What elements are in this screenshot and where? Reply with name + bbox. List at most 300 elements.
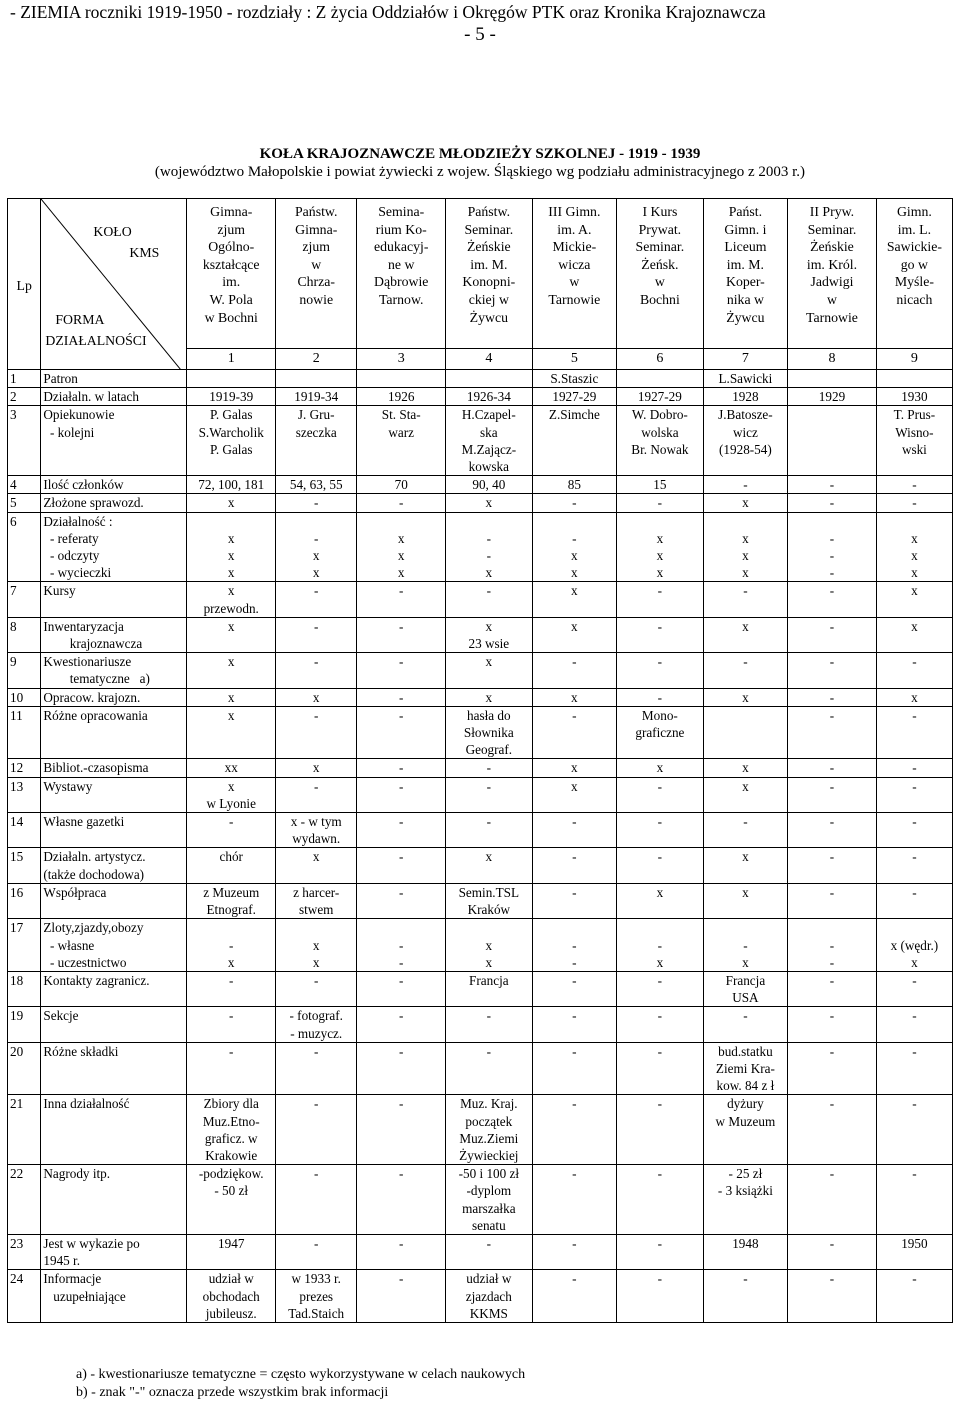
table-cell: - xyxy=(532,1234,616,1269)
table-row xyxy=(8,813,953,848)
table-cell: chór xyxy=(187,848,276,883)
footnote-a: a) - kwestionariusze tematyczne = często wykorzystywane w celach naukowych xyxy=(76,1367,526,1382)
table-cell: - xyxy=(617,688,704,706)
table-cell: - xyxy=(446,1007,533,1042)
column-number: 6 xyxy=(617,349,704,370)
table-cell: - 25 zł - 3 książki xyxy=(703,1165,787,1235)
table-cell: - xyxy=(357,1007,446,1042)
table-cell: - xyxy=(788,1165,877,1235)
row-number: 10 xyxy=(8,688,41,706)
table-cell: x xyxy=(617,759,704,777)
table-cell: x xyxy=(876,617,952,652)
lp-label: Lp xyxy=(16,278,32,294)
table-cell: - xyxy=(357,1042,446,1095)
table-cell: - xyxy=(276,1234,357,1269)
row-number: 21 xyxy=(8,1095,41,1165)
table-cell: - xyxy=(788,848,877,883)
table-cell: - xyxy=(446,759,533,777)
table-cell: - xyxy=(276,1165,357,1235)
table-cell: - xyxy=(532,1042,616,1095)
table-cell: - xyxy=(617,617,704,652)
table-cell: 70 xyxy=(357,476,446,494)
table-cell: x xyxy=(876,688,952,706)
table-cell: - xyxy=(788,494,877,512)
table-cell: - xyxy=(788,1042,877,1095)
school-column-header: Państw. Gimna- zjum w Chrza- nowie xyxy=(276,199,357,349)
row-number: 15 xyxy=(8,848,41,883)
table-cell: x 23 wsie xyxy=(446,617,533,652)
row-number: 6 xyxy=(8,512,41,582)
column-number: 9 xyxy=(876,349,952,370)
table-cell: - x x xyxy=(532,512,616,582)
table-cell: x w Lyonie xyxy=(187,777,276,812)
table-cell: 1926 xyxy=(357,388,446,406)
table-cell: - xyxy=(788,777,877,812)
table-cell: - xyxy=(532,1165,616,1235)
table-cell: - xyxy=(187,813,276,848)
table-cell: x xyxy=(532,688,616,706)
table-cell: Francja USA xyxy=(703,971,787,1006)
table-cell: - xyxy=(617,1270,704,1323)
table-cell: - x xyxy=(703,919,787,972)
table-cell: 72, 100, 181 xyxy=(187,476,276,494)
page-number: - 5 - xyxy=(464,24,496,45)
table-cell: -podziękow. - 50 zł xyxy=(187,1165,276,1235)
table-cell: - xyxy=(357,1234,446,1269)
table-cell: - xyxy=(357,494,446,512)
table-row xyxy=(8,1095,953,1165)
row-number: 2 xyxy=(8,388,41,406)
table-cell: 1928 xyxy=(703,388,787,406)
table-cell: - xyxy=(788,706,877,759)
table-cell: - xyxy=(876,494,952,512)
table-cell: - xyxy=(876,1095,952,1165)
table-cell: - xyxy=(703,1007,787,1042)
table-cell: - xyxy=(703,1270,787,1323)
row-label: Informacje uzupełniające xyxy=(41,1270,187,1323)
table-cell xyxy=(703,706,787,759)
column-number: 7 xyxy=(703,349,787,370)
table-cell: - xyxy=(357,653,446,688)
table-cell: x x x xyxy=(187,512,276,582)
table-cell: x xyxy=(276,688,357,706)
table-cell: - xyxy=(446,813,533,848)
table-row xyxy=(8,1165,953,1235)
table-row xyxy=(8,919,953,972)
row-label: Różne opracowania xyxy=(41,706,187,759)
table-cell: 1919-39 xyxy=(187,388,276,406)
table-cell: x xyxy=(446,653,533,688)
table-cell: x xyxy=(187,653,276,688)
table-cell: - xyxy=(187,1042,276,1095)
row-label: Opiekunowie - kolejni xyxy=(41,406,187,476)
document-title: KOŁA KRAJOZNAWCZE MŁODZIEŻY SZKOLNEJ - 1919 - 1939 xyxy=(259,146,701,162)
table-cell: - - xyxy=(788,919,877,972)
row-label: Złożone sprawozd. xyxy=(41,494,187,512)
table-header-row xyxy=(8,199,953,349)
school-column-header: Państ. Gimn. i Liceum im. M. Koper- nika w Żywcu xyxy=(703,199,787,349)
row-number: 11 xyxy=(8,706,41,759)
table-cell: x xyxy=(532,617,616,652)
table-cell: x xyxy=(446,494,533,512)
column-number: 4 xyxy=(446,349,533,370)
table-cell: - - - xyxy=(788,512,877,582)
table-cell: - xyxy=(187,1007,276,1042)
table-cell: W. Dobro- wolska Br. Nowak xyxy=(617,406,704,476)
row-number: 22 xyxy=(8,1165,41,1235)
table-cell: - xyxy=(276,777,357,812)
table-cell: x xyxy=(703,759,787,777)
row-number: 19 xyxy=(8,1007,41,1042)
table-cell: - xyxy=(532,1270,616,1323)
table-cell: - xyxy=(876,476,952,494)
table-cell: - xyxy=(357,848,446,883)
table-cell: - xyxy=(876,1165,952,1235)
table-cell: - xyxy=(788,617,877,652)
table-cell: - xyxy=(276,1095,357,1165)
school-column-header: Gimna- zjum Ogólno- kształcące im. W. Pola w Bochni xyxy=(187,199,276,349)
table-cell: - xyxy=(532,494,616,512)
table-cell: P. Galas S.Warcholik P. Galas xyxy=(187,406,276,476)
table-cell: L.Sawicki xyxy=(703,370,787,388)
table-cell: x (wędr.) x xyxy=(876,919,952,972)
table-cell: - fotograf. - muzycz. xyxy=(276,1007,357,1042)
table-row xyxy=(8,848,953,883)
table-cell xyxy=(187,370,276,388)
table-cell: - xyxy=(788,582,877,617)
table-cell: - xyxy=(446,777,533,812)
row-label: Zloty,zjazdy,obozy - własne - uczestnictwo xyxy=(41,919,187,972)
row-number: 4 xyxy=(8,476,41,494)
table-cell xyxy=(446,370,533,388)
table-cell: - xyxy=(357,1095,446,1165)
row-number: 17 xyxy=(8,919,41,972)
table-cell: - xyxy=(357,1165,446,1235)
table-cell: - xyxy=(617,971,704,1006)
column-number: 8 xyxy=(788,349,877,370)
row-number: 18 xyxy=(8,971,41,1006)
table-row xyxy=(8,512,953,582)
table-cell: bud.statku Ziemi Kra- kow. 84 z ł xyxy=(703,1042,787,1095)
row-label: Jest w wykazie po 1945 r. xyxy=(41,1234,187,1269)
row-label: Inwentaryzacja krajoznawcza xyxy=(41,617,187,652)
row-number: 23 xyxy=(8,1234,41,1269)
column-number: 1 xyxy=(187,349,276,370)
row-label: Bibliot.-czasopisma xyxy=(41,759,187,777)
table-cell: - xyxy=(532,883,616,918)
table-cell: x xyxy=(703,777,787,812)
table-cell: - xyxy=(876,706,952,759)
table-cell: - xyxy=(187,971,276,1006)
table-row xyxy=(8,1007,953,1042)
table-row xyxy=(8,653,953,688)
table-cell: 1950 xyxy=(876,1234,952,1269)
row-label: Współpraca xyxy=(41,883,187,918)
table-cell: - xyxy=(446,582,533,617)
table-cell: - xyxy=(276,706,357,759)
table-cell: - xyxy=(276,494,357,512)
row-label: Ilość członków xyxy=(41,476,187,494)
table-cell: x przewodn. xyxy=(187,582,276,617)
row-label: Kontakty zagranicz. xyxy=(41,971,187,1006)
footnote-b: b) - znak "-" oznacza przede wszystkim brak informacji xyxy=(76,1385,389,1400)
table-cell: - xyxy=(617,1095,704,1165)
table-cell: x x x xyxy=(876,512,952,582)
table-cell: x xyxy=(276,848,357,883)
table-cell: x xyxy=(532,777,616,812)
table-cell: 54, 63, 55 xyxy=(276,476,357,494)
table-cell: - xyxy=(446,1042,533,1095)
school-column-header: II Pryw. Seminar. Żeńskie im. Król. Jadwigi w Tarnowie xyxy=(788,199,877,349)
table-row xyxy=(8,971,953,1006)
kms-label: KMS xyxy=(129,245,160,260)
row-number: 13 xyxy=(8,777,41,812)
row-label: Działaln. w latach xyxy=(41,388,187,406)
table-row xyxy=(8,1234,953,1269)
table-row xyxy=(8,617,953,652)
table-cell: - xyxy=(788,813,877,848)
table-cell: dyżury w Muzeum xyxy=(703,1095,787,1165)
schools-table xyxy=(7,198,953,1323)
table-cell: - xyxy=(703,813,787,848)
table-cell: - xyxy=(876,759,952,777)
table-cell: - xyxy=(617,1234,704,1269)
row-label: Działalność : - referaty - odczyty - wycieczki xyxy=(41,512,187,582)
table-cell: - xyxy=(876,1270,952,1323)
table-cell: 1927-29 xyxy=(532,388,616,406)
table-cell: - xyxy=(703,653,787,688)
table-cell: - xyxy=(357,759,446,777)
table-cell: x xyxy=(703,494,787,512)
table-cell: 1930 xyxy=(876,388,952,406)
table-cell: - xyxy=(276,582,357,617)
row-number: 12 xyxy=(8,759,41,777)
table-cell: udział w zjazdach KKMS xyxy=(446,1270,533,1323)
row-label: Patron xyxy=(41,370,187,388)
row-label: Różne składki xyxy=(41,1042,187,1095)
footnotes xyxy=(76,1366,525,1402)
table-cell: Mono- graficzne xyxy=(617,706,704,759)
row-number: 1 xyxy=(8,370,41,388)
school-column-header: III Gimn. im. A. Mickie- wicza w Tarnowie xyxy=(532,199,616,349)
table-row xyxy=(8,582,953,617)
table-cell: - xyxy=(617,848,704,883)
table-cell xyxy=(788,406,877,476)
table-cell: Muz. Kraj. początek Muz.Ziemi Żywieckiej xyxy=(446,1095,533,1165)
table-cell xyxy=(876,370,952,388)
table-cell: - xyxy=(532,1095,616,1165)
table-cell: x xyxy=(187,688,276,706)
table-cell: x x x xyxy=(357,512,446,582)
table-row xyxy=(8,883,953,918)
table-cell: Semin.TSL Kraków xyxy=(446,883,533,918)
row-number: 20 xyxy=(8,1042,41,1095)
table-cell: - xyxy=(788,1270,877,1323)
table-cell: - xyxy=(617,582,704,617)
table-cell: - xyxy=(876,971,952,1006)
column-number: 3 xyxy=(357,349,446,370)
table-cell: x xyxy=(703,883,787,918)
table-cell: - - xyxy=(357,919,446,972)
table-cell: - xyxy=(357,706,446,759)
table-cell: x xyxy=(532,582,616,617)
table-row xyxy=(8,476,953,494)
table-cell: - xyxy=(617,813,704,848)
table-cell: - - x xyxy=(446,512,533,582)
table-cell xyxy=(276,370,357,388)
table-cell: - xyxy=(446,1234,533,1269)
table-cell: - xyxy=(357,883,446,918)
row-label: Działaln. artystycz. (także dochodowa) xyxy=(41,848,187,883)
row-label: Opracow. krajozn. xyxy=(41,688,187,706)
table-cell: 15 xyxy=(617,476,704,494)
table-cell: - xyxy=(788,883,877,918)
school-column-header: Państw. Seminar. Żeńskie im. M. Konopni- ckiej w Żywcu xyxy=(446,199,533,349)
row-label: Kwestionariusze tematyczne a) xyxy=(41,653,187,688)
table-cell: - xyxy=(357,971,446,1006)
table-cell: x x xyxy=(276,919,357,972)
table-cell: x x x xyxy=(703,512,787,582)
table-cell: w 1933 r. prezes Tad.Staich xyxy=(276,1270,357,1323)
table-cell: x x xyxy=(446,919,533,972)
table-cell: - xyxy=(276,971,357,1006)
row-number: 3 xyxy=(8,406,41,476)
table-cell: - xyxy=(532,706,616,759)
table-cell: x xyxy=(703,617,787,652)
table-row xyxy=(8,759,953,777)
table-cell: - xyxy=(788,1095,877,1165)
table-cell: - xyxy=(532,848,616,883)
table-cell: - x xyxy=(617,919,704,972)
column-number: 5 xyxy=(532,349,616,370)
table-cell: - xyxy=(532,653,616,688)
table-cell: J. Gru- szeczka xyxy=(276,406,357,476)
row-label: Wystawy xyxy=(41,777,187,812)
table-cell: - xyxy=(876,653,952,688)
table-cell: Z.Simche xyxy=(532,406,616,476)
table-cell: 1919-34 xyxy=(276,388,357,406)
row-label: Nagrody itp. xyxy=(41,1165,187,1235)
table-cell: - xyxy=(276,1042,357,1095)
table-cell: x xyxy=(187,494,276,512)
row-number: 24 xyxy=(8,1270,41,1323)
row-label: Własne gazetki xyxy=(41,813,187,848)
table-cell: - xyxy=(788,759,877,777)
table-cell: - xyxy=(532,1007,616,1042)
table-cell: x xyxy=(446,688,533,706)
table-row xyxy=(8,1270,953,1323)
table-cell: - xyxy=(617,777,704,812)
table-cell: - xyxy=(617,1042,704,1095)
table-cell: - xyxy=(617,494,704,512)
table-cell: - xyxy=(617,653,704,688)
table-cell: - xyxy=(357,1270,446,1323)
table-cell: 1947 xyxy=(187,1234,276,1269)
table-cell: x xyxy=(703,688,787,706)
table-cell: Francja xyxy=(446,971,533,1006)
table-cell: x x x xyxy=(617,512,704,582)
table-cell: - xyxy=(276,617,357,652)
table-cell: - xyxy=(788,1234,877,1269)
table-cell: 1926-34 xyxy=(446,388,533,406)
table-cell: xx xyxy=(187,759,276,777)
table-row xyxy=(8,1042,953,1095)
row-number: 16 xyxy=(8,883,41,918)
table-cell: - xyxy=(788,971,877,1006)
table-cell: z harcer- stwem xyxy=(276,883,357,918)
school-column-header: Gimn. im. L. Sawickie- go w Myśle- nicach xyxy=(876,199,952,349)
table-cell: S.Staszic xyxy=(532,370,616,388)
table-cell: - xyxy=(617,1007,704,1042)
school-column-header: Semina- rium Ko- edukacyj- ne w Dąbrowie Tarnow. xyxy=(357,199,446,349)
table-cell: - xyxy=(703,476,787,494)
document-header: - ZIEMIA roczniki 1919-1950 - rozdziały : Z życia Oddziałów i Okręgów PTK oraz Kronika Krajoznawcza xyxy=(10,2,766,22)
table-cell: 90, 40 xyxy=(446,476,533,494)
row-label: Kursy xyxy=(41,582,187,617)
table-row xyxy=(8,777,953,812)
table-cell: z Muzeum Etnograf. xyxy=(187,883,276,918)
table-cell xyxy=(617,370,704,388)
table-cell xyxy=(788,370,877,388)
table-cell: x xyxy=(187,617,276,652)
table-cell: x xyxy=(276,759,357,777)
table-cell: x - w tym wydawn. xyxy=(276,813,357,848)
lp-header xyxy=(8,199,41,370)
table-cell: 1929 xyxy=(788,388,877,406)
kolo-forma-header xyxy=(41,199,187,370)
table-cell: J.Batosze- wicz (1928-54) xyxy=(703,406,787,476)
table-cell: - xyxy=(876,1042,952,1095)
table-cell: - x xyxy=(187,919,276,972)
table-cell: - xyxy=(788,653,877,688)
table-cell: - xyxy=(788,476,877,494)
row-label: Inna działalność xyxy=(41,1095,187,1165)
table-cell: x xyxy=(187,706,276,759)
table-cell: x xyxy=(876,582,952,617)
table-cell: - xyxy=(532,813,616,848)
table-cell: - xyxy=(876,1007,952,1042)
table-cell: udział w obchodach jubileusz. xyxy=(187,1270,276,1323)
table-cell: T. Prus- Wisno- wski xyxy=(876,406,952,476)
table-cell: -50 i 100 zł -dyplom marszałka senatu xyxy=(446,1165,533,1235)
table-cell: x xyxy=(446,848,533,883)
table-cell: H.Czapel- ska M.Zającz- kowska xyxy=(446,406,533,476)
column-number: 2 xyxy=(276,349,357,370)
table-cell: x xyxy=(703,848,787,883)
kolo-label: KOŁO xyxy=(93,224,132,239)
table-cell: - xyxy=(876,883,952,918)
table-cell: - xyxy=(357,582,446,617)
table-cell: - xyxy=(703,582,787,617)
table-cell: 1948 xyxy=(703,1234,787,1269)
table-row xyxy=(8,406,953,476)
table-cell: - xyxy=(788,688,877,706)
school-column-header: I Kurs Prywat. Seminar. Żeńsk. w Bochni xyxy=(617,199,704,349)
table-cell: x xyxy=(532,759,616,777)
table-cell: - xyxy=(876,813,952,848)
row-label: Sekcje xyxy=(41,1007,187,1042)
document-subtitle: (województwo Małopolskie i powiat żywiecki z wojew. Śląskiego wg podziału administracyjnego z 2003 r.) xyxy=(154,164,806,180)
table-cell: - xyxy=(357,617,446,652)
table-cell: - xyxy=(876,848,952,883)
table-cell: - - xyxy=(532,919,616,972)
table-row xyxy=(8,706,953,759)
table-cell: 85 xyxy=(532,476,616,494)
table-cell: - xyxy=(357,813,446,848)
table-cell: - xyxy=(876,777,952,812)
table-cell: x xyxy=(617,883,704,918)
dzialalnosci-label: DZIAŁALNOŚCI xyxy=(45,333,147,348)
